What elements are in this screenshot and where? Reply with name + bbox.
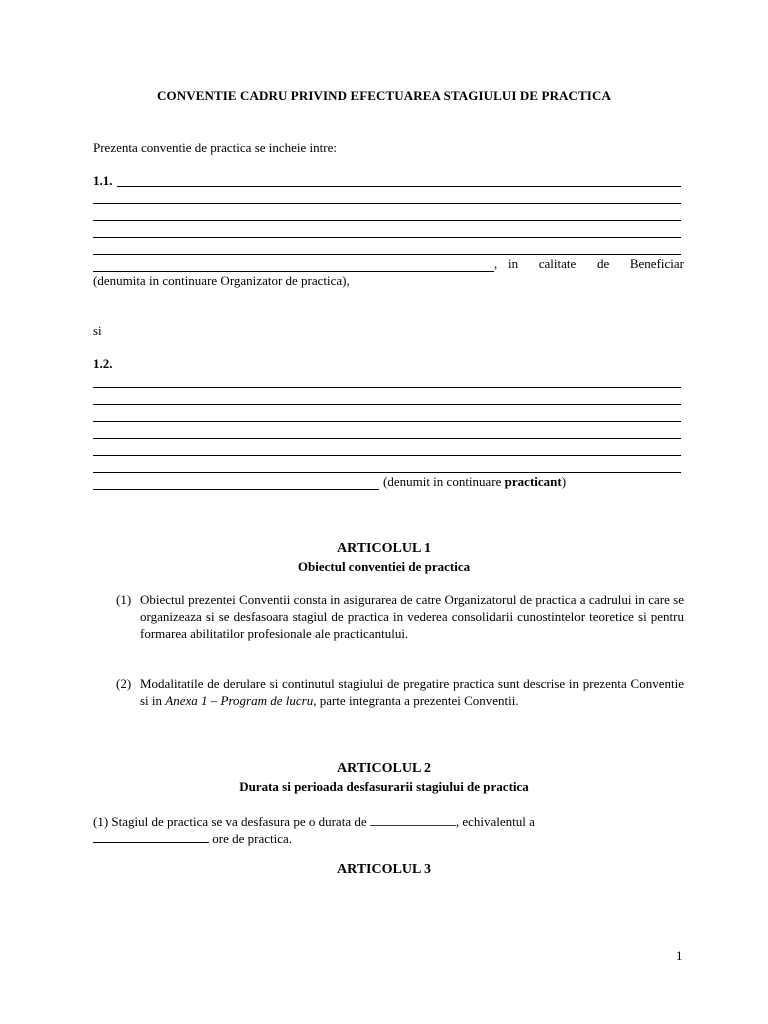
conjunction: si [93, 323, 102, 338]
hours-blank[interactable] [93, 830, 209, 843]
party1-line [93, 271, 494, 272]
party1-line [93, 254, 681, 255]
role-word: in [508, 256, 519, 271]
party2-line [93, 489, 379, 490]
document-title: CONVENTIE CADRU PRIVIND EFECTUAREA STAGIULUI DE PRACTICA [157, 88, 611, 103]
party2-line [93, 472, 681, 473]
party2-label: 1.2. [93, 356, 113, 371]
paragraph-number: (1) [116, 592, 132, 607]
party2-line [93, 438, 681, 439]
role-word: Beneficiar [629, 256, 684, 271]
party2-line [93, 404, 681, 405]
party1-label: 1.1. [93, 173, 113, 188]
party2-note-bold: practicant [504, 474, 562, 489]
party1-line [93, 220, 681, 221]
party1-role [508, 256, 684, 272]
paragraph-text-part: , parte integranta a prezentei Conventii. [313, 693, 519, 708]
party2-line [93, 387, 681, 388]
role-word: calitate [538, 256, 577, 271]
paragraph-text-part: ore de practica. [209, 831, 293, 846]
paragraph-number: (2) [116, 676, 132, 691]
party1-line [117, 186, 681, 187]
article2-heading: ARTICOLUL 2 [336, 761, 432, 776]
article3-heading: ARTICOLUL 3 [336, 862, 432, 877]
article1-heading: ARTICOLUL 1 [336, 541, 432, 556]
annex-reference: Anexa 1 – Program de lucru [165, 693, 314, 708]
article1-paragraph1 [116, 591, 684, 642]
party2-line [93, 455, 681, 456]
party2-note [383, 474, 566, 490]
paragraph-text: Obiectul prezentei Conventii consta in asigurarea de catre Organizatorul de practica a cadrului in care se organizeaza si se desfasoara stagiul de practica in vederea consolidarii cunostintelor teoretice si pentru formarea abilitatilor profesionale ale practicantului. [140, 592, 684, 641]
party2-note-prefix: (denumit in continuare [383, 474, 505, 489]
page-number: 1 [676, 948, 683, 963]
article1-paragraph2 [116, 675, 684, 709]
party1-line [93, 237, 681, 238]
duration-blank[interactable] [370, 813, 456, 826]
paragraph-text-part: (1) Stagiul de practica se va desfasura pe o durata de [93, 814, 370, 829]
party1-note: (denumita in continuare Organizator de practica), [93, 273, 350, 288]
role-word: de [596, 256, 610, 271]
paragraph-text-part: , echivalentul a [455, 814, 535, 829]
article1-subheading: Obiectul conventiei de practica [297, 559, 471, 574]
party2-line [93, 421, 681, 422]
party1-line [93, 203, 681, 204]
party1-comma: , [494, 256, 498, 271]
party2-note-suffix: ) [561, 474, 567, 489]
paragraph-text [140, 675, 684, 709]
intro-text: Prezenta conventie de practica se incheie intre: [93, 140, 337, 155]
article2-paragraph1 [93, 813, 693, 847]
article2-subheading: Durata si perioada desfasurarii stagiului de practica [239, 779, 529, 794]
paragraph-text-part: Modalitatile de derulare si continutul stagiului de pregatire practica sunt descrise in prezenta Conventie si in [140, 676, 684, 708]
